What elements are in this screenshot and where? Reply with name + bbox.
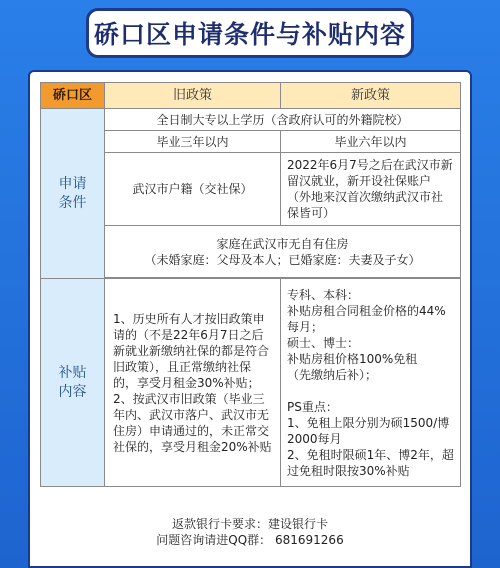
apply-conditions-label: 申请 条件 [41,109,105,279]
education-requirement: 全日制大专以上学历（含政府认可的外籍院校） [105,109,461,131]
subsidy-old: 1、历史所有人才按旧政策申请的（不是22年6月7日之后新就业新缴纳社保的都是符合旧政策），且正常缴纳社保的，享受月租金30%补贴； 2、按武汉市旧政策（毕业三年内、武汉市落户、武汉市无住房）申请通过的，未正常交社保的，享受月租金20%补贴 [105,279,281,487]
policy-table [40,82,461,487]
table-row [41,109,461,131]
district-header: 硚口区 [41,83,105,109]
qq-group-info: 问题咨询请进QQ群： 681691266 [156,533,344,547]
subsidy-new: 专科、本科： 补贴房租合同租金价格的44%每月； 硕士、博士： 补贴房租价格100%免租 （先缴纳后补）； PS重点： 1、免租上限分别为硕1500/博2000每月 2、免租时限硕1年、博2年，超过免租时限按30%补贴 [281,279,461,487]
hukou-old: 武汉市户籍（交社保） [105,153,281,226]
old-policy-header: 旧政策 [105,83,281,109]
grad-years-new: 毕业六年以内 [281,131,461,153]
housing-requirement: 家庭在武汉市无自有住房 （未婚家庭：父母及本人；已婚家庭：夫妻及子女） [105,226,461,278]
new-policy-header: 新政策 [281,83,461,109]
policy-card [28,70,472,568]
bank-card-requirement: 返款银行卡要求：建设银行卡 [171,517,328,531]
table-header-row [41,83,461,109]
subsidy-content-label: 补贴 内容 [41,279,105,487]
footer-note [30,516,470,548]
page-title: 硚口区申请条件与补贴内容 [86,8,414,58]
hukou-new: 2022年6月7号之后在武汉市新留汉就业，新开设社保账户（外地来汉首次缴纳武汉市社保皆可） [281,153,461,226]
table-row [41,279,461,487]
grad-years-old: 毕业三年以内 [105,131,281,153]
